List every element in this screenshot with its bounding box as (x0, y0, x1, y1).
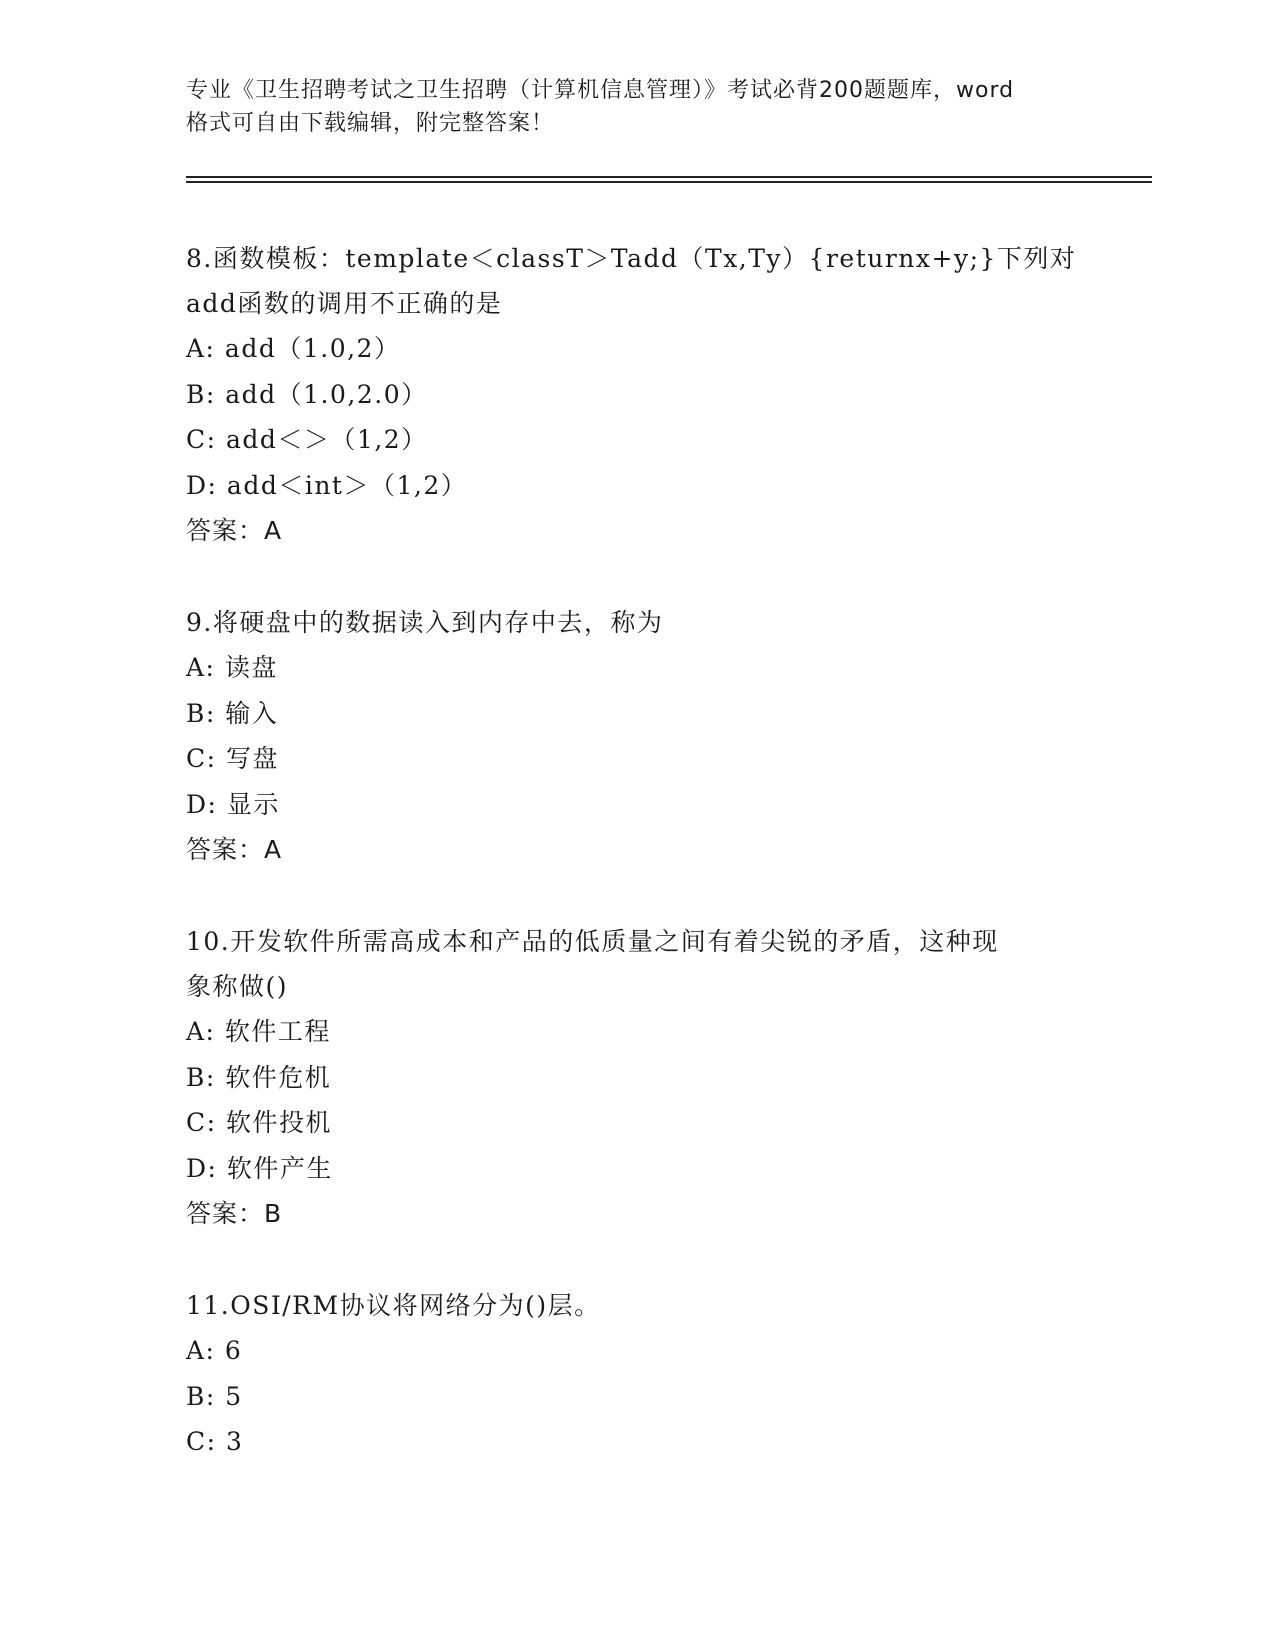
option-b: B: 输入 (186, 698, 279, 728)
question-stem-line: 11.OSI/RM协议将网络分为()层。 (186, 1291, 601, 1320)
question-list (186, 236, 1086, 1511)
option-a: A: 软件工程 (186, 1017, 331, 1046)
question-stem-line: 象称做() (186, 972, 289, 1001)
option-c: C: 3 (186, 1427, 244, 1456)
answer-label: 答案：A (186, 516, 283, 545)
header-divider-top (186, 176, 1152, 178)
question-stem (186, 600, 1086, 645)
option-d: D: 软件产生 (186, 1153, 333, 1183)
question-stem-line: 9.将硬盘中的数据读入到内存中去，称为 (186, 608, 664, 637)
option-b: B: 5 (186, 1381, 243, 1411)
answer-label: 答案：B (186, 1199, 283, 1228)
question-9 (186, 600, 1086, 873)
question-8 (186, 236, 1086, 554)
option-a: A: 读盘 (186, 653, 278, 682)
header-divider-bottom (186, 181, 1152, 183)
option-d: D: add＜int＞（1,2） (186, 470, 468, 500)
option-c: C: 软件投机 (186, 1108, 332, 1137)
question-stem (186, 919, 1086, 1009)
option-c: C: 写盘 (186, 744, 279, 773)
option-c: C: add＜＞（1,2） (186, 425, 428, 454)
question-stem-line: 10.开发软件所需高成本和产品的低质量之间有着尖锐的矛盾，这种现 (186, 927, 999, 956)
question-stem (186, 236, 1086, 326)
option-b: B: 软件危机 (186, 1062, 332, 1092)
question-stem-line: 8.函数模板：template＜classT＞Tadd（Tx,Ty）{returnx+y;}下列对 (186, 244, 1077, 273)
question-stem-line: add函数的调用不正确的是 (186, 289, 503, 318)
option-a: A: 6 (186, 1336, 243, 1365)
header-line-2: 格式可自由下载编辑，附完整答案！ (186, 111, 555, 136)
header-line-1: 专业《卫生招聘考试之卫生招聘（计算机信息管理）》考试必背200题题库，word (186, 78, 1015, 103)
answer-label: 答案：A (186, 835, 283, 864)
option-a: A: add（1.0,2） (186, 334, 401, 363)
question-stem (186, 1283, 1086, 1328)
document-header (186, 74, 1086, 140)
question-10 (186, 919, 1086, 1237)
option-b: B: add（1.0,2.0） (186, 379, 428, 409)
question-11 (186, 1283, 1086, 1465)
option-d: D: 显示 (186, 789, 280, 819)
